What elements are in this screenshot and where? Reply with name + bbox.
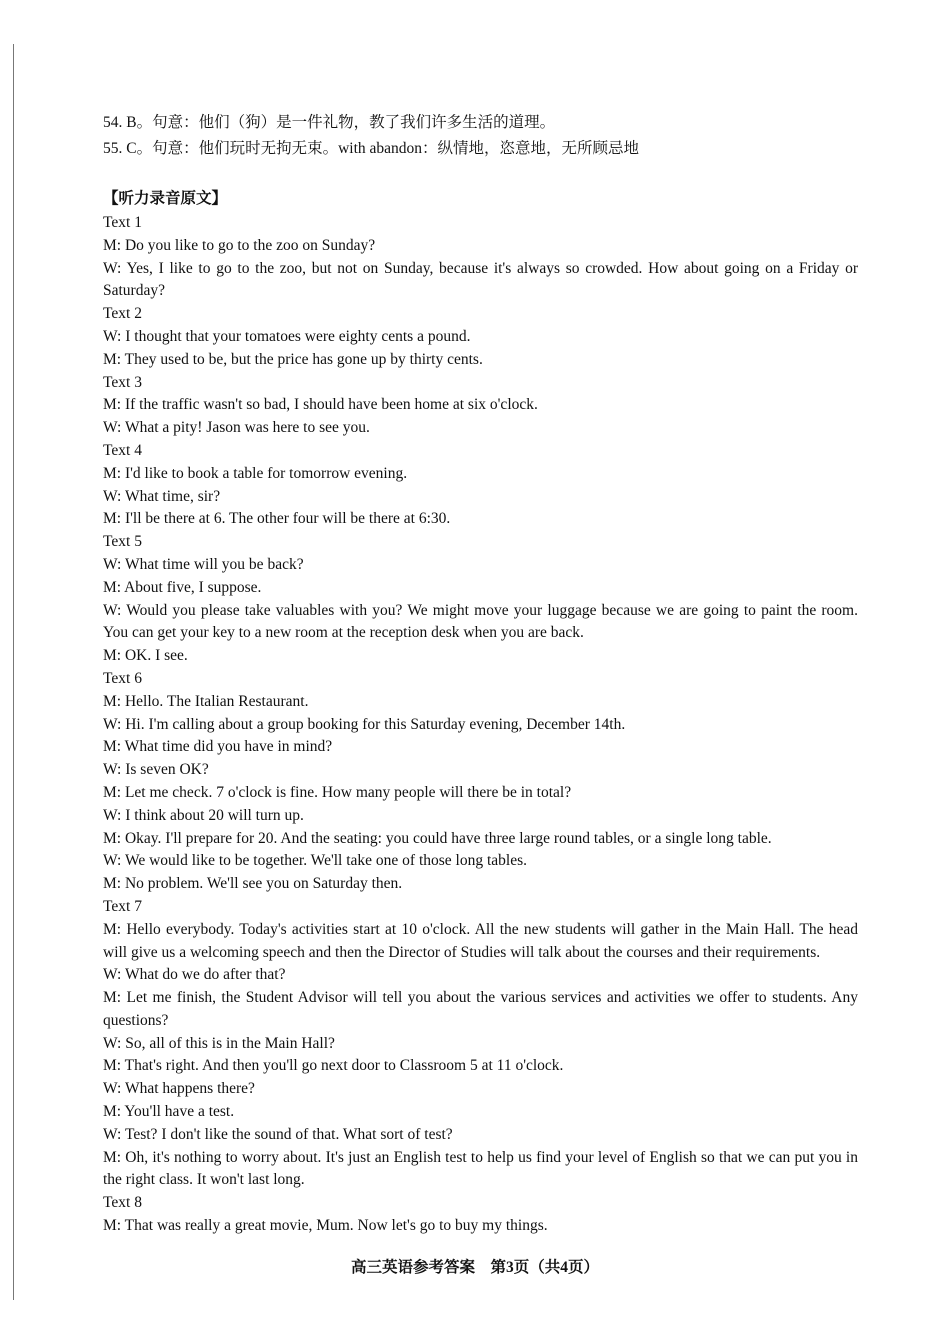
- dialogue-line: M: That's right. And then you'll go next door to Classroom 5 at 11 o'clock.: [103, 1057, 564, 1075]
- dialogue-line: M: What time did you have in mind?: [103, 738, 333, 756]
- text-label: Text 7: [103, 897, 142, 915]
- dialogue-line: M: That was really a great movie, Mum. Now let's go to buy my things.: [103, 1217, 548, 1235]
- text-label: Text 3: [103, 373, 142, 391]
- dialogue-line: W: What time, sir?: [103, 487, 221, 505]
- text-label: Text 4: [103, 441, 142, 459]
- dialogue-line: M: Hello everybody. Today's activities start at 10 o'clock. All the new students will gather in the Main Hall. The head will give us a welcoming speech and then the Director of Studies will talk about the courses and their requirements.: [103, 920, 858, 961]
- dialogue-line: W: Yes, I like to go to the zoo, but not on Sunday, because it's always so crowded. How about going on a Friday or Saturday?: [103, 259, 858, 300]
- dialogue-line: W: I thought that your tomatoes were eighty cents a pound.: [103, 327, 471, 345]
- transcript: [103, 212, 858, 1238]
- dialogue-line: M: Do you like to go to the zoo on Sunday?: [103, 236, 376, 254]
- dialogue-line: M: Let me check. 7 o'clock is fine. How many people will there be in total?: [103, 783, 572, 801]
- dialogue-line: W: What a pity! Jason was here to see you.: [103, 419, 370, 437]
- dialogue-line: M: You'll have a test.: [103, 1103, 235, 1121]
- page-content: [103, 110, 858, 1238]
- dialogue-line: M: About five, I suppose.: [103, 578, 262, 596]
- dialogue-line: M: Okay. I'll prepare for 20. And the seating: you could have three large round tables, or a single long table.: [103, 829, 772, 847]
- page-footer: 高三英语参考答案 第3页（共4页）: [350, 1259, 599, 1276]
- dialogue-line: W: Is seven OK?: [103, 761, 209, 779]
- text-label: Text 5: [103, 533, 142, 551]
- dialogue-line: M: I'd like to book a table for tomorrow evening.: [103, 464, 408, 482]
- section-heading: 【听力录音原文】: [103, 190, 228, 207]
- dialogue-line: W: What time will you be back?: [103, 555, 304, 573]
- dialogue-line: W: What do we do after that?: [103, 966, 286, 984]
- dialogue-line: W: I think about 20 will turn up.: [103, 806, 304, 824]
- dialogue-line: M: OK. I see.: [103, 647, 188, 665]
- answer-54: 54. B。句意：他们（狗）是一件礼物，教了我们许多生活的道理。: [103, 114, 556, 131]
- dialogue-line: M: If the traffic wasn't so bad, I should have been home at six o'clock.: [103, 396, 538, 414]
- dialogue-line: W: Test? I don't like the sound of that. What sort of test?: [103, 1125, 453, 1143]
- dialogue-line: M: Let me finish, the Student Advisor will tell you about the various services and activities we offer to students. Any questions?: [103, 989, 858, 1029]
- text-label: Text 6: [103, 669, 142, 687]
- dialogue-line: W: Hi. I'm calling about a group booking for this Saturday evening, December 14th.: [103, 715, 626, 733]
- margin-rule: [13, 44, 14, 1300]
- dialogue-line: W: So, all of this is in the Main Hall?: [103, 1034, 335, 1052]
- answer-55: 55. C。句意：他们玩时无拘无束。with abandon：纵情地，恣意地，无所顾忌地: [103, 140, 640, 157]
- dialogue-line: M: They used to be, but the price has gone up by thirty cents.: [103, 350, 483, 368]
- dialogue-line: W: Would you please take valuables with you? We might move your luggage because we are going to paint the room. You can get your key to a new room at the reception desk when you are back.: [103, 601, 858, 642]
- dialogue-line: M: I'll be there at 6. The other four will be there at 6:30.: [103, 510, 451, 528]
- dialogue-line: W: We would like to be together. We'll take one of those long tables.: [103, 852, 528, 870]
- dialogue-line: M: No problem. We'll see you on Saturday then.: [103, 875, 403, 893]
- dialogue-line: W: What happens there?: [103, 1080, 255, 1098]
- dialogue-line: M: Oh, it's nothing to worry about. It's just an English test to help us find your level of English so that we can put you in the right class. It won't last long.: [103, 1148, 858, 1189]
- text-label: Text 8: [103, 1194, 142, 1212]
- dialogue-line: M: Hello. The Italian Restaurant.: [103, 692, 309, 710]
- text-label: Text 1: [103, 214, 142, 231]
- text-label: Text 2: [103, 305, 142, 323]
